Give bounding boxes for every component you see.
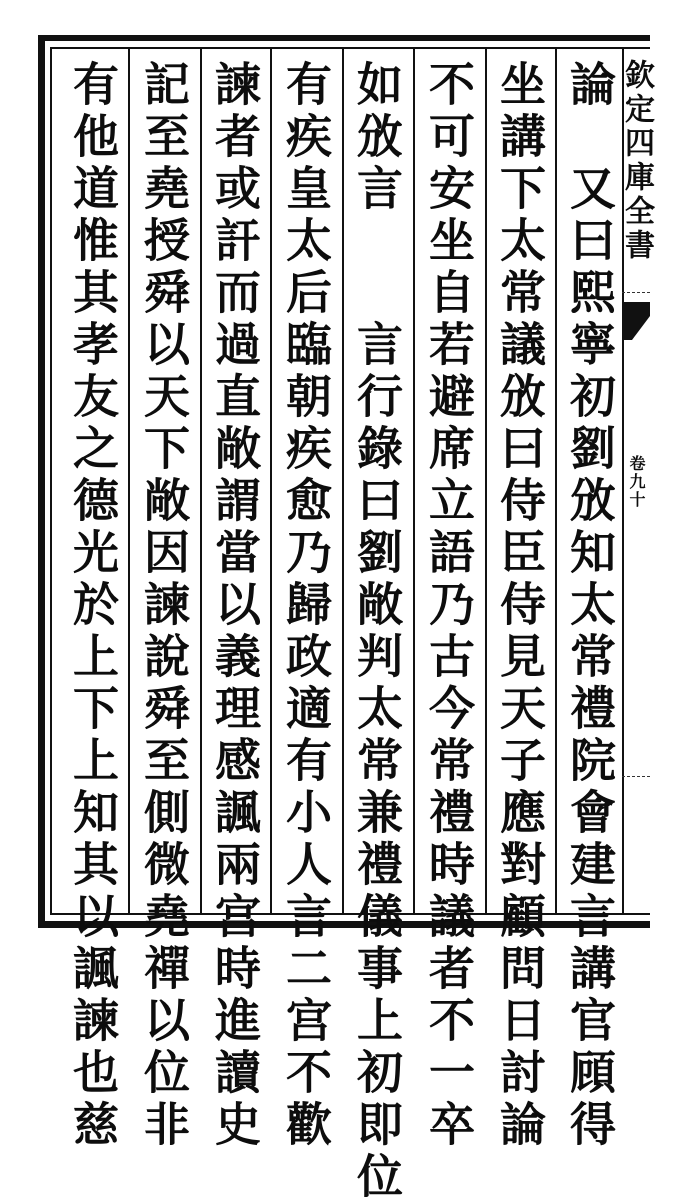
book-title: 欽定四庫全書 bbox=[619, 59, 654, 263]
text-column: 諫者或訐而過直敞謂當以義理感諷兩宫時進讀史 bbox=[208, 60, 262, 1152]
banner-strip bbox=[619, 47, 654, 915]
fish-tail-icon bbox=[622, 302, 650, 342]
column-rule bbox=[485, 47, 487, 915]
column-rule bbox=[413, 47, 415, 915]
column-rule bbox=[128, 47, 130, 915]
text-column: 有疾皇太后臨朝疾愈乃歸政適有小人言二宫不歡 bbox=[279, 60, 333, 1152]
column-rule bbox=[342, 47, 344, 915]
column-rule bbox=[270, 47, 272, 915]
text-column: 有他道惟其孝友之德光於上下上知其以諷諫也慈 bbox=[66, 60, 120, 1152]
column-rule bbox=[555, 47, 557, 915]
volume-label: 卷九十 bbox=[627, 455, 646, 509]
text-column: 如攽言 言行錄曰劉敞判太常兼禮儀事上初即位 bbox=[350, 60, 404, 1204]
banner-dash bbox=[622, 776, 650, 777]
text-column: 不可安坐自若避席立語乃古今常禮時議者不一卒 bbox=[422, 60, 476, 1152]
text-column: 記至堯授舜以天下敞因諫說舜至側微堯禪以位非 bbox=[137, 60, 191, 1152]
text-column: 論 又曰熙寧初劉攽知太常禮院會建言講官頋得 bbox=[563, 60, 617, 1152]
banner-dash bbox=[622, 292, 650, 293]
column-rule bbox=[200, 47, 202, 915]
text-column: 坐講下太常議攽曰侍臣侍見天子應對顧問日討論 bbox=[493, 60, 547, 1152]
